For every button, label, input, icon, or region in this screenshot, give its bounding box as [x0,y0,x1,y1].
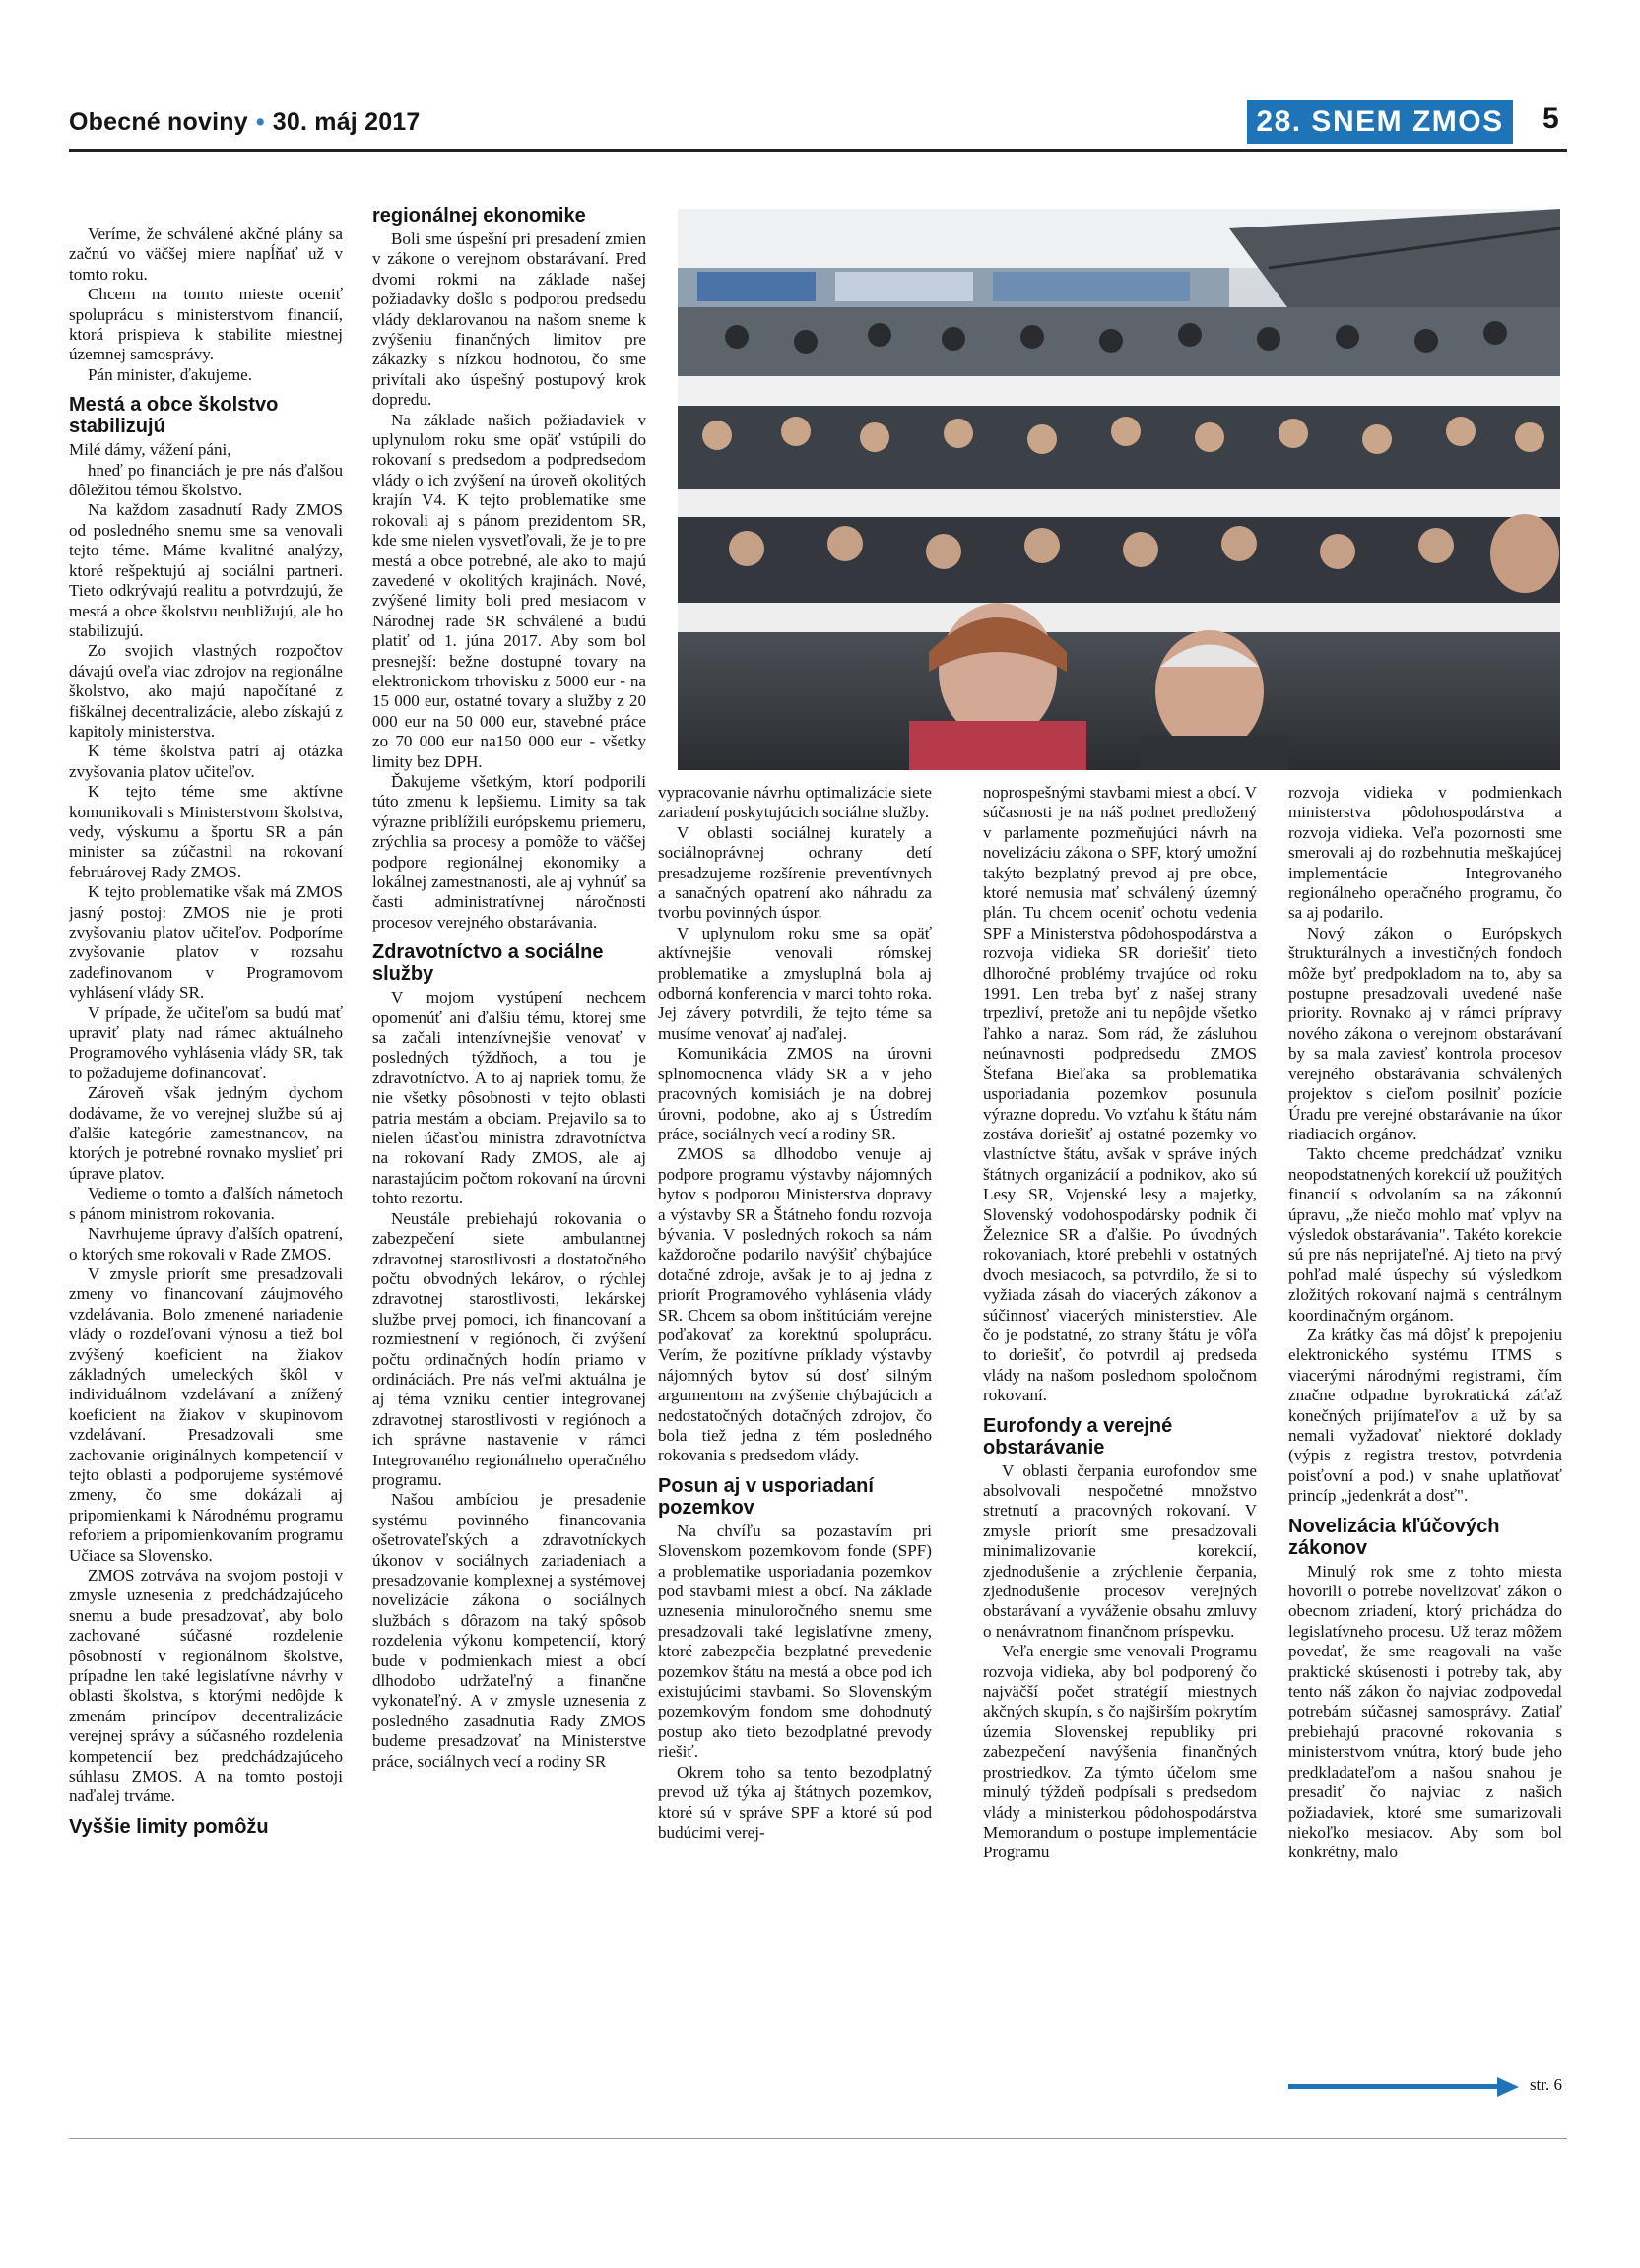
paragraph: V prípade, že učiteľom sa budú mať upraviť platy nad rámec aktuálneho Programového vyhlásenia vlády SR, tak to požadujeme dofinancovať. [69,1003,343,1082]
paragraph: V oblasti čerpania eurofondov sme absolvovali nespočetné množstvo stretnutí a pracovných rokovaní. V zmysle priorít sme presadzovali minimalizovanie korekcií, zjednodušenie a zrýchlenie čerpania, zjednodušenie procesov verejných obstarávaní a vyváženie obsahu zmluvy o nenávratnom finančnom príspevku. [983,1460,1257,1641]
continued-page-label: str. 6 [1529,2075,1562,2094]
paragraph: noprospešnými stavbami miest a obcí. V súčasnosti je na náš podnet predložený v parlamente pozmeňujúci návrh na novelizáciu zákona o SPF, ktorý umožní takýto bezplatný prevod aj pre obce, ktoré nemusia mať schválený územný plán. Tu chcem oceniť ochotu vedenia SPF a Ministerstva pôdohospodárstva a rozvoja vidieka SR doriešiť tieto dlhoročné problémy trvajúce od roku 1991. Len treba byť z našej strany trpezliví, pretože ani tu nepôjde všetko ľahko a naraz. Som rád, že zásluhou neúnavnosti podpredsedu ZMOS Štefana Bieľaka sa problematika usporiadania pozemkov posunula výrazne dopredu. Vo vzťahu k štátu nám zostáva doriešiť aj ostatné pozemky vo vlastníctve štátu, avšak v správe iných štátnych organizácií a podnikov, ako sú Lesy SR, Vojenské lesy a majetky, Slovenský vodohospodársky podnik či Železnice SR a ďalšie. Po úvodných rokovaniach, ktoré prebehli v ostatných dvoch mesiacoch, sa potvrdilo, že si to vyžiada zásah do viacerých zákonov a súčinnosť viacerých ministerstiev. Ale čo je podstatné, zo strany štátu je vôľa to doriešiť, čo potvrdil aj predseda vlády na našom poslednom spoločnom rokovaní. [983,783,1257,1405]
paragraph: V mojom vystúpení nechcem opomenúť ani ďalšiu tému, ktorej sme sa začali intenzívnejšie venovať v posledných týždňoch, a tou je zdravotníctvo. A to aj napriek tomu, že nie všetky pôsobnosti v tejto oblasti patria mestám a obciam. Prejavilo sa to nielen účasťou ministra zdravotníctva na rokovaní Rady ZMOS, ale aj narastajúcim počtom rokovaní na úrovni tohto rezortu. [372,988,646,1208]
continued-marker [1288,2075,1562,2099]
paragraph: rozvoja vidieka v podmienkach ministerstva pôdohospodárstva a rozvoja vidieka. Veľa pozornosti sme smerovali aj do rozbehnutia meškajúcej implementácie Integrovaného regionálneho operačného programu, čo sa aj podarilo. [1288,783,1562,923]
page-number: 5 [1542,102,1559,135]
paragraph: Milé dámy, vážení páni, [69,440,231,460]
paragraph: V oblasti sociálnej kurately a sociálnoprávnej ochrany detí presadzujeme rozšírenie preventívnych a sanačných opatrení ako náhradu za tvorbu povinných úspor. [658,822,932,923]
footer-rule [69,2138,1567,2139]
paragraph: K tejto téme sme aktívne komunikovali s Ministerstvom školstva, vedy, výskumu a športu SR a pán minister sa zúčastnil na rokovaní februárovej Rady ZMOS. [69,782,343,881]
paragraph: Na každom zasadnutí Rady ZMOS od posledného snemu sme sa venovali tejto téme. Máme kvalitné analýzy, ktoré rešpektujú aj sociálni partneri. Tieto odkrývajú realitu a potvrdzujú, že mestá a obce školstvu neubližujú, ale ho stabilizujú. [69,500,343,640]
subheading: Posun aj v usporiadaní pozemkov [658,1474,874,1519]
paragraph: Neustále prebiehajú rokovania o zabezpečení siete ambulantnej zdravotnej starostlivosti a dostatočného počtu obvodných lekárov, o rýchlej zdravotnej starostlivosti, lekárskej službe prvej pomoci, ich financovaní a rozmiestnení v regiónoch, či zvýšení počtu ordinačných hodín priamo v ordináciách. Pre nás veľmi aktuálna je aj téma vzniku centier integrovanej zdravotnej starostlivosti v regiónoch a ich správne nastavenie v rámci Integrovaného regionálneho operačného programu. [372,1208,646,1489]
subheading: Zdravotníctvo a sociálne služby [372,941,604,986]
paragraph: V zmysle priorít sme presadzovali zmeny vo financovaní záujmového vzdelávania. Bolo zmenené nariadenie vlády o rozdeľovaní výnosu a tiež bol zvýšený koeficient na žiakov základných umeleckých škôl v individuálnom vzdelávaní a znížený koeficient na žiakov v skupinovom vzdelávaní. Presadzovali sme zachovanie originálnych kompetencií v tejto oblasti a podporujeme systémové zmeny, čo sme dokázali aj pripomienkami k Národnému programu reforiem a pripomienkovaním programu Učiace sa Slovensko. [69,1264,343,1565]
paragraph: Nový zákon o Európskych štrukturálnych a investičných fondoch môže byť predpokladom na to, aby sa postupne presadzovali uvedené naše priority. Rovnako aj v rámci prípravy nového zákona o verejnom obstarávaní by sa mala zaviesť kontrola procesov verejného obstarávania schválených projektov s cieľom posilniť pozície Úradu pre verejné obstarávanie na úkor riadiacich orgánov. [1288,923,1562,1143]
subheading: Mestá a obce školstvo stabilizujú [69,394,279,438]
paragraph: K tejto problematike však má ZMOS jasný postoj: ZMOS nie je proti zvyšovaniu platov učiteľov. Podporíme zvyšovanie platov v rozsahu zadefinovanom v Programovom vyhlásení vlády SR. [69,882,343,1003]
subheading: Eurofondy a verejné obstarávanie [983,1414,1173,1458]
paragraph: hneď po financiách je pre nás ďalšou dôležitou témou školstvo. [69,460,343,500]
paragraph: ZMOS sa dlhodobo venuje aj podpore programu výstavby nájomných bytov s podporou Ministerstva dopravy a výstavby SR a Štátneho fondu rozvoja bývania. V posledných rokoch sa nám každoročne podarilo navýšiť chýbajúce dotačné zdroje, avšak je to aj jedna z priorít Programového vyhlásenia vlády SR. Chcem sa obom inštitúciám verejne poďakovať za korektnú spoluprácu. Verím, že pozitívne príklady výstavby nájomných bytov sú dosť silným argumentom na zvýšenie chýbajúcich a nedostatočných dotačných zdrojov, čo bola tiež jedna z tém posledného rokovania s predsedom vlády. [658,1144,932,1465]
paragraph: V uplynulom roku sme sa opäť aktívnejšie venovali rómskej problematike a zmysluplná bola aj odborná konferencia v marci tohto roka. Jej závery potvrdili, že tejto téme sa musíme venovať aj naďalej. [658,923,932,1043]
paragraph: Veľa energie sme venovali Programu rozvoja vidieka, aby bol podporený čo najväčší počet stratégií miestnych akčných skupín, s čo najširším pokrytím územia Slovenskej republiky pri zabezpečení navýšenia finančných prostriedkov. Za týmto účelom sme minulý týždeň podpísali s predsedom vlády a ministerkou pôdohospodárstva Memorandum o postupe implementácie Programu [983,1642,1257,1862]
paragraph: ZMOS zotrváva na svojom postoji v zmysle uznesenia z predchádzajúceho snemu a bude presadzovať, aby bolo zachované súčasné rozdelenie pôsobností v regionálnom školstve, prípadne len také legislatívne návrhy v oblasti školstva, s ktorými nedôjde k zmenám princípov decentralizácie verejnej správy a súčasného rozdelenia kompetencií bez predchádzajúceho súhlasu ZMOS. A na tomto postoji naďalej trváme. [69,1566,343,1806]
conference-hall-photo [678,209,1560,770]
paragraph: Chcem na tomto mieste oceniť spoluprácu s ministerstvom financií, ktorá prispieva k stabilite miestnej územnej samosprávy. [69,285,343,364]
separator-dot: • [255,108,265,136]
section-banner: 28. SNEM ZMOS [1247,100,1513,144]
paragraph: Navrhujeme úpravy ďalších opatrení, o ktorých sme rokovali v Rade ZMOS. [69,1224,343,1264]
header-rule [69,149,1567,152]
paragraph: Zároveň však jedným dychom dodávame, že vo verejnej službe sú aj ďalšie kategórie zamestnancov, na ktorých je potrebné rovnako myslieť pri úprave platov. [69,1083,343,1183]
paragraph: vypracovanie návrhu optimalizácie siete zariadení poskytujúcich sociálne služby. [658,783,932,822]
paper-name: Obecné noviny [69,108,248,136]
article-column-1 [69,225,343,2106]
paragraph: Pán minister, ďakujeme. [88,364,253,384]
paragraph: Komunikácia ZMOS na úrovni splnomocnenca vlády SR a v jeho pracovných komisiách je na dobrej úrovni, podobne, ako aj s Ústredím práce, sociálnych vecí a rodiny SR. [658,1044,932,1143]
issue-date: 30. máj 2017 [272,108,421,136]
paragraph: Veríme, že schválené akčné plány sa začnú vo väčšej miere napĺňať už v tomto roku. [69,225,343,284]
article-column-5 [1288,783,1562,2118]
arrow-head-icon [1497,2077,1519,2097]
paragraph: Minulý rok sme z tohto miesta hovorili o potrebe novelizovať zákon o obecnom zriadení, ktorý prichádza do legislatívneho procesu. Už teraz môžem povedať, že sme reagovali na vaše praktické skúsenosti i potreby tak, aby tento náš zákon čo najviac zodpovedal potrebám súčasnej samosprávy. Zatiaľ prebiehajú pracovné rokovania s ministerstvom vnútra, ktorý bude jeho predkladateľom a našou snahou je presadiť čo najviac z našich požiadaviek, ktoré sme sumarizovali niekoľko mesiacov. Aby som bol konkrétny, malo [1288,1561,1562,1862]
paragraph: Vedieme o tomto a ďalších námetoch s pánom ministrom rokovania. [69,1184,343,1223]
paragraph: Okrem toho sa tento bezodplatný prevod už týka aj štátnych pozemkov, ktoré sú v správe SPF a ktoré sú pod budúcimi verej- [658,1762,932,1842]
paragraph: Na základe našich požiadaviek v uplynulom roku sme opäť vstúpili do rokovaní s predsedom a podpredsedom vlády o ich zvýšení na úroveň okolitých krajín V4. K tejto problematike sme rokovali aj s pánom prezidentom SR, kde sme nielen vysvetľovali, že je to pre mestá a obce potrebné, ale ako to majú zavedené v okolitých krajinách. Nové, zvýšené limity boli pred mesiacom v Národnej rade SR schválené a budú platiť od 1. júna 2017. Aby som bol presnejší: bežne dostupné tovary na elektronickom trhovisku z 5000 eur - na 15 000 eur, ostatné tovary a služby z 20 000 eur na 50 000 eur, stavebné práce zo 70 000 eur na150 000 eur - všetky limity bez DPH. [372,410,646,771]
paragraph: Za krátky čas má dôjsť k prepojeniu elektronického systému ITMS s viacerými národnými registrami, čím značne odpadne byrokratická záťaž konečných prijímateľov a už by sa nemali vyžadovať niektoré doklady (výpis z registra trestov, potvrdenia poisťovní a pod.) v snahe uplatňovať princíp „jedenkrát a dosť". [1288,1325,1562,1506]
arrow-right-icon [1288,2084,1503,2089]
article-column-2 [372,205,646,2115]
article-column-4 [983,783,1257,2118]
paragraph: K téme školstva patrí aj otázka zvyšovania platov učiteľov. [69,742,343,781]
paragraph: Na chvíľu sa pozastavím pri Slovenskom pozemkovom fonde (SPF) a problematike usporiadania pozemkov pod stavbami miest a obcí. Na základe uznesenia minuloročného snemu sme presadzovali také legislatívne zmeny, ktoré zabezpečia bezplatné prevedenie pozemkov štátu na mestá a obce pod ich existujúcimi stavbami. So Slovenským pozemkovým fondom sme dohodnutý postup ako tieto bezodplatné prevody riešiť. [658,1521,932,1762]
subheading: Novelizácia kľúčových zákonov [1288,1515,1500,1559]
paragraph: Našou ambíciou je presadenie systému povinného financovania ošetrovateľských a zdravotníckych úkonov v sociálnych zariadeniach a presadzovanie komplexnej a systémovej novelizácie zákona o sociálnych službách s dôrazom na taký spôsob rozdelenia výkonu kompetencií, ktorý bude v podmienkach miest a obcí dlhodobo udržateľný a finančne vykonateľný. A v zmysle uznesenia z posledného zasadnutia Rady ZMOS budeme presadzovať na Ministerstve práce, sociálnych vecí a rodiny SR [372,1490,646,1771]
subheading: regionálnej ekonomike [372,205,586,227]
paragraph: Zo svojich vlastných rozpočtov dávajú oveľa viac zdrojov na regionálne školstvo, ako majú napočítané z fiškálnej decentralizácie, alebo získajú z kapitoly ministerstva. [69,641,343,741]
masthead [69,108,421,137]
subheading: Vyššie limity pomôžu [69,1815,269,1838]
article-column-3 [658,783,932,2118]
paragraph: Takto chceme predchádzať vzniku neopodstatnených korekcií už použitých financií s odvolaním sa na zákonnú úpravu, „že niečo mohlo mať vplyv na výsledok obstarávania". Takéto korekcie sú pre nás neprijateľné. Aj tieto na prvý pohľad malé úspechy sú výsledkom zložitých rokovaní najmä s centrálnym koordinačným orgánom. [1288,1144,1562,1325]
paragraph: Boli sme úspešní pri presadení zmien v zákone o verejnom obstarávaní. Pred dvomi rokmi na základe našej požiadavky došlo s podporou predsedu vlády deklarovanou na našom sneme k zvýšeniu finančných limitov pre zákazky s nízkou hodnotou, čo sme privítali ako úspešný postupový krok dopredu. [372,229,646,410]
paragraph: Ďakujeme všetkým, ktorí podporili túto zmenu k lepšiemu. Limity sa tak výrazne priblížili európskemu priemeru, zrýchlia sa procesy a pomôže to väčšej podpore regionálnej ekonomiky a lokálnej zamestnanosti, ale aj vyhnúť sa časti administratívnej náročnosti procesov verejného obstarávania. [372,771,646,932]
